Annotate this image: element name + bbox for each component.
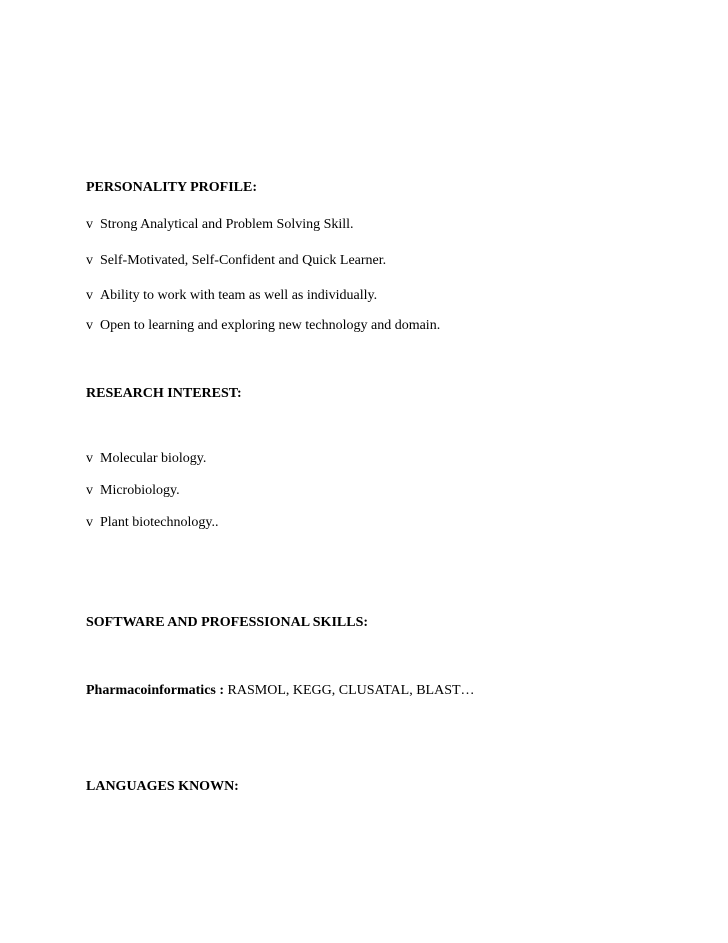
bullet-marker: v (86, 515, 93, 530)
personality-item-text: Ability to work with team as well as individually. (100, 288, 378, 303)
personality-item-text: Self-Motivated, Self-Confident and Quick Learner. (100, 253, 387, 268)
bullet-marker: v (86, 451, 93, 466)
research-item-text: Molecular biology. (100, 451, 207, 466)
personality-profile-heading: PERSONALITY PROFILE: (86, 180, 258, 195)
bullet-marker: v (86, 318, 93, 333)
personality-item (86, 217, 354, 233)
bullet-marker: v (86, 253, 93, 268)
personality-item (86, 288, 377, 304)
software-skills-heading: SOFTWARE AND PROFESSIONAL SKILLS: (86, 615, 369, 630)
personality-item (86, 318, 440, 334)
research-item (86, 515, 218, 531)
bullet-marker: v (86, 288, 93, 303)
software-skills-label: Pharmacoinformatics : (86, 683, 225, 698)
personality-item-text: Open to learning and exploring new technology and domain. (100, 318, 441, 333)
research-item-text: Microbiology. (100, 483, 180, 498)
research-interest-heading: RESEARCH INTEREST: (86, 386, 242, 401)
bullet-marker: v (86, 217, 93, 232)
personality-item-text: Strong Analytical and Problem Solving Skill. (100, 217, 354, 232)
personality-item (86, 253, 386, 269)
research-item (86, 483, 180, 499)
software-skills-line (86, 683, 475, 699)
software-skills-value: RASMOL, KEGG, CLUSATAL, BLAST… (227, 683, 475, 698)
research-item (86, 451, 206, 467)
research-item-text: Plant biotechnology.. (100, 515, 219, 530)
languages-known-heading: LANGUAGES KNOWN: (86, 779, 239, 794)
bullet-marker: v (86, 483, 93, 498)
